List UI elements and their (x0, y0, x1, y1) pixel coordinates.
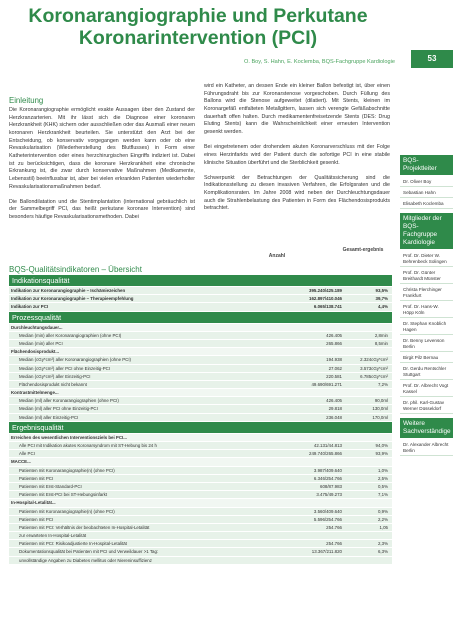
experts-list (400, 440, 453, 456)
row-label: Dokumentationsqualität bei Patienten mit PCI und Verweildauer >1 Tag: (19, 549, 159, 555)
table-row (9, 557, 392, 564)
row-count: 13.367/211.820 (311, 549, 342, 555)
row-count (270, 458, 350, 465)
intro-paragraph: Die Ballondilatation und die Stentimplantation (international gebräuchlich ist der Sammelbegriff PCI, das heißt perkutane koronare Intervention) sind besonders häufige Revaskularisationsmethoden. Dabei (9, 198, 195, 221)
table-row (9, 414, 392, 421)
row-result: 39,7% (375, 296, 388, 302)
sidebar-person: Dr. Stephan Knoblich Hagen (400, 319, 453, 335)
table-row (9, 524, 392, 531)
intro-column-left (9, 96, 195, 229)
row-count: 254.766 (326, 524, 342, 530)
intro-heading: Einleitung (9, 96, 44, 105)
row-count: 49.690/691.271 (311, 381, 342, 387)
row-count (270, 324, 350, 331)
sidebar-person: Dr. phil. Karl-Gustav Werner Düsseldorf (400, 398, 453, 414)
row-result: 130,0ml (372, 406, 388, 412)
table-row (9, 450, 392, 457)
row-result (350, 324, 392, 331)
row-count (270, 557, 350, 564)
table-row (9, 332, 392, 339)
table-row (9, 499, 392, 506)
row-result: 2,3% (377, 541, 388, 547)
row-result: 93,5% (375, 288, 388, 293)
table-row (9, 434, 392, 441)
row-label: Median (cGy*cm²) aller Einzeitig-PCI (19, 373, 91, 379)
row-label: Median (ml) aller Einzeitig-PCI (19, 414, 79, 420)
row-result: 7,1% (377, 492, 388, 498)
section-heading: Indikationsqualität (9, 275, 392, 286)
row-count: 29.818 (328, 406, 342, 412)
row-result (350, 557, 392, 564)
row-result: 90,0ml (374, 398, 388, 404)
members-list (400, 251, 453, 414)
row-label: Patienten mit Erst-Standard-PCI (19, 483, 82, 489)
table-row (9, 458, 392, 465)
row-count: 5.596/254.766 (313, 516, 342, 522)
sidebar-heading: BQS-Projektleiter (400, 155, 453, 175)
row-count (270, 532, 350, 539)
row-result: 170,0ml (372, 414, 388, 420)
table-row (9, 295, 392, 302)
row-result (350, 458, 392, 465)
table-row (9, 483, 392, 490)
table-row (9, 389, 392, 396)
sidebar-person: Christa Flerchinger Frankfurt (400, 285, 453, 301)
row-label: Median (cGy*cm²) aller Koronarangiographien (ohne PCI) (19, 357, 132, 363)
table-row (9, 475, 392, 482)
row-result: 4,4% (377, 304, 388, 310)
row-label: zur erwarteten In-Hospital-Letalität (19, 533, 87, 539)
sidebar-person: Prof. Dr. Dieter W. Behrenbeck Solingen (400, 251, 453, 267)
sidebar-person: Prof. Dr. Günter Breithardt Münster (400, 268, 453, 284)
quality-title: BQS-Qualitätsindikatoren – Übersicht (9, 265, 142, 274)
sidebar-heading: Weitere Sachverständige (400, 418, 453, 438)
sidebar-person: Dr. Benny Levenson Berlin (400, 336, 453, 352)
row-label: unvollständige Angaben zu Diabetes mellitus oder Niereninsuffizienz (19, 557, 152, 563)
table-row (9, 397, 392, 404)
row-label: Median (min) aller PCI (19, 340, 63, 346)
row-result: 1,0% (377, 467, 388, 473)
row-count: 162.897/410.046 (309, 296, 342, 302)
sidebar-person: Sebastian Hahn (400, 188, 453, 198)
row-label: Flächendosisprodukt nicht bekannt (19, 381, 87, 387)
row-count: 426.405 (326, 332, 342, 338)
row-label: Durchleuchtungsdauer... (11, 324, 63, 330)
row-label: Patienten mit Erst-PCI bei ST-Hebungsinfarkt (19, 492, 108, 498)
row-label: Patienten mit PCI: Risikoadjustierte In-Hospital-Letalität (19, 541, 127, 547)
table-row (9, 287, 392, 294)
table-row (9, 303, 392, 310)
row-count: 194.938 (326, 357, 342, 363)
row-label: In-Hospital-Letalität... (11, 500, 56, 506)
table-row (9, 365, 392, 372)
table-row (9, 540, 392, 547)
table-row (9, 467, 392, 474)
row-label: Flächendosisprodukt... (11, 349, 60, 355)
row-count: 6.065/138.741 (313, 304, 342, 310)
page-number: 53 (411, 50, 453, 68)
table-row (9, 405, 392, 412)
leaders-list (400, 177, 453, 209)
row-count: 3.560/409.640 (313, 508, 342, 514)
intro-column-right (204, 83, 390, 221)
row-count: 3.987/409.640 (313, 467, 342, 473)
row-count (270, 434, 350, 441)
authors: O. Boy, S. Hahn, E. Koclemba, BQS-Fachgruppe Kardiologie (243, 59, 395, 65)
row-count: 220.581 (326, 373, 342, 379)
row-label: Indikation zur Koronarangiographie – Therapieempfehlung (11, 296, 134, 302)
table-row (9, 516, 392, 523)
row-label: Patienten mit PCI: Verhältnis der beobachteten In-Hospital-Letalität (19, 524, 150, 530)
sidebar-person: Dr. Gerdu Rentschler Stuttgart (400, 364, 453, 380)
section-heading: Ergebnisqualität (9, 422, 392, 433)
sidebar-heading: Mitglieder der BQS-Fachgruppe Kardiologie (400, 213, 453, 249)
row-result: 6.785cGy*cm² (360, 373, 388, 379)
row-count: 27.062 (328, 365, 342, 371)
row-label: Alle PCI mit Indikation akutes Koronarsyndrom mit ST-Hebung bis 24 h (19, 443, 157, 448)
table-row (9, 340, 392, 347)
row-count (270, 499, 350, 506)
table-row (9, 348, 392, 355)
row-result: 93,9% (375, 451, 388, 457)
table-row (9, 324, 392, 331)
row-result: 2,5% (377, 475, 388, 481)
row-count: 254.766 (326, 541, 342, 547)
row-label: Patienten mit Koronarangiographie(n) (ohne PCI) (19, 467, 115, 473)
row-label: Patienten mit Koronarangiographie(n) (ohne PCI) (19, 508, 115, 514)
row-result: 6,3% (377, 549, 388, 555)
row-result (350, 499, 392, 506)
row-result (350, 532, 392, 539)
row-label: MACCE... (11, 459, 31, 465)
row-result: 3.573cGy*cm² (360, 365, 388, 371)
row-label: Erreichen des wesentlichen Interventionsziels bei PCI... (11, 434, 127, 440)
row-count: 249.740/265.866 (309, 451, 342, 457)
sidebar-person: Birgit Pilz Bernau (400, 353, 453, 363)
row-count: 426.405 (326, 398, 342, 404)
row-count: 608/87.983 (320, 483, 342, 489)
row-result: 2,2% (377, 516, 388, 522)
table-row (9, 373, 392, 380)
row-label: Median (ml) aller Koronarangiographien (ohne PCI) (19, 398, 119, 404)
table-row (9, 532, 392, 539)
intro-paragraph: Die Koronarangiographie ermöglicht exakte Aussagen über den Zustand der Herzkranzarterien. Mit ihr lässt sich die Diagnose einer koronaren Herzkrankheit (KHK) sichern oder ausschließen oder das Ausmaß einer neuen koronaren Herzkrankheit beurteilen. Sie unterstützt den Arzt bei der Entscheidung, ob konservativ vorgegangen werden kann oder ob eine Revaskularisation (Wiederherstellung des Blutflusses) in Form einer Katheterintervention oder eines herzchirurgischen Eingriffs indiziert ist. Dabei ist zu berücksichtigen, dass die koronare Herzkrankheit eine chronische Erkrankung ist, die zwar durch konservative Maßnahmen (Medikamente, Lebensstil) beeinflussbar ist, aber bei vielen erkrankten Patienten wiederholter Revaskularisationsmaßnahmen bedarf. (9, 107, 195, 190)
row-count: 42.131/44.813 (313, 443, 342, 448)
intro-paragraph: Schwerpunkt der Betrachtungen der Qualitätssicherung sind die Indikationsstellung zu diesen invasiven Verfahren, die Erfolgsraten und die Komplikationsraten. Im Jahre 2008 wird neben der Durchleuchtungsdauer auch die Strahlenbelastung des Patienten in Form des Flächendosisprodukts betrachtet. (204, 174, 390, 212)
sidebar-person: Elisabeth Koclemba (400, 199, 453, 209)
row-label: Alle PCI (19, 451, 35, 457)
sidebar (400, 155, 453, 457)
row-result (350, 348, 392, 355)
row-result (350, 434, 392, 441)
sidebar-person: Dr. Oliver Boy (400, 177, 453, 187)
table-row (9, 381, 392, 388)
section-heading: Prozessqualität (9, 312, 392, 323)
row-label: Median (ml) aller PCI ohne Einzeitig-PCI (19, 406, 98, 412)
row-result: 0,9% (377, 508, 388, 514)
page-title: Koronarangiographie und Perkutane Koronarintervention (PCI) (28, 5, 368, 49)
intro-paragraph: Bei eingetretenem oder drohendem akuten Koronarverschluss mit der Folge eines Herzinfarkts wird der Patient durch die sofortige PCI in eine stabile klinische Situation überführt und die Sterblichkeit gesenkt. (204, 144, 390, 166)
row-result (350, 389, 392, 396)
table-row (9, 508, 392, 515)
column-header-ergebnis: Gesamt-ergebnis (342, 247, 384, 253)
table-row (9, 491, 392, 498)
row-label: Median (min) aller Koronarangiographien (ohne PCI) (19, 332, 122, 338)
row-count: 6.346/254.766 (313, 475, 342, 481)
sidebar-person: Prof. Dr. Albrecht Vogt Kassel (400, 381, 453, 397)
sidebar-person: Dr. Alexander Albrecht Berlin (400, 440, 453, 456)
column-header-anzahl: Anzahl (268, 253, 286, 259)
row-result: 0,5% (377, 483, 388, 489)
row-label: Kontrastmittelmenge... (11, 390, 59, 396)
row-result: 1,05 (379, 524, 388, 530)
row-result: 8,5min (374, 340, 388, 346)
row-label: Indikation zur PCI (11, 304, 49, 310)
table-row (9, 442, 392, 449)
sidebar-person: Prof. Dr. Hans-W. Höpp Köln (400, 302, 453, 318)
row-label: Indikation zur Koronarangiographie – Ischämiezeichen (11, 288, 126, 293)
row-result: 2.324cGy*cm² (360, 357, 388, 363)
row-result: 2,8min (374, 332, 388, 338)
row-count (270, 348, 350, 355)
row-count: 395.240/425.189 (309, 288, 342, 293)
row-result: 94,0% (375, 443, 388, 448)
intro-paragraph: wird ein Katheter, an dessen Ende ein kleiner Ballon befestigt ist, über einen Führungsdraht bis zur Koronarstenose vorgeschoben. Durch Füllung des Ballons wird die Stenose aufgeweitet (dilatiert). Mit Stents, kleinen im Koronargefäß entfalteten Metallgittern, lassen sich verengte Gefäßabschnitte dauerhaft offen halten. Durch medikamentenfreisetzende Stents (DES: Drug Eluting Stents) kann die Wahrscheinlichkeit einer erneuten Intervention gesenkt werden. (204, 83, 390, 135)
row-label: Patienten mit PCI (19, 516, 54, 522)
table-row (9, 356, 392, 363)
row-count: 265.866 (326, 340, 342, 346)
row-count: 3.475/49.273 (316, 492, 342, 498)
row-count (270, 389, 350, 396)
row-label: Patienten mit PCI (19, 475, 54, 481)
row-result: 7,2% (377, 381, 388, 387)
table-row (9, 548, 392, 555)
row-count: 236.048 (326, 414, 342, 420)
row-label: Median (cGy*cm²) aller PCI ohne Einzeitig-PCI (19, 365, 111, 371)
quality-table (9, 275, 392, 565)
